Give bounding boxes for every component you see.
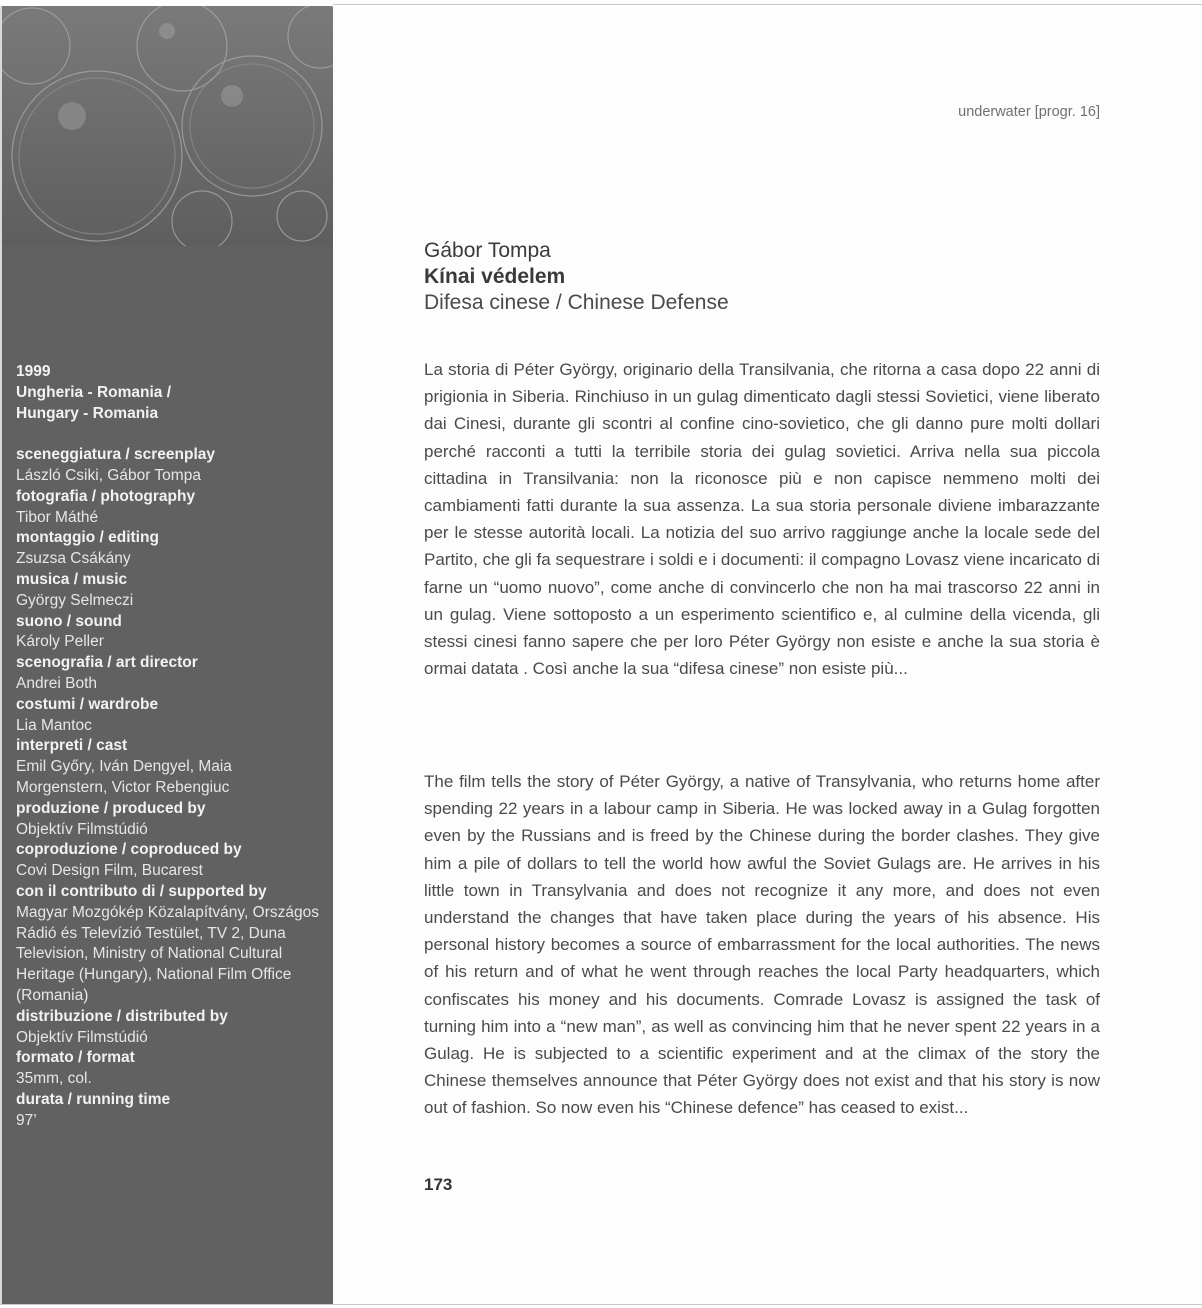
credit-value: Andrei Both (16, 674, 97, 692)
credit-label: coproduzione / coproduced by (16, 841, 242, 859)
credits-sidebar (0, 6, 333, 1304)
bottom-rule (0, 1304, 1202, 1305)
credit-value: Lia Mantoc (16, 716, 92, 734)
credit-label: scenografia / art director (16, 654, 198, 672)
credit-year: 1999 (16, 363, 51, 380)
credit-label: costumi / wardrobe (16, 695, 159, 713)
credit-label: durata / running time (16, 1090, 171, 1108)
translated-title: Difesa cinese / Chinese Defense (424, 291, 729, 314)
top-rule (333, 4, 1202, 5)
bubble-texture-image (2, 6, 333, 246)
credit-value: László Csiki, Gábor Tompa (16, 466, 201, 484)
credit-label: montaggio / editing (16, 529, 159, 547)
credits-list (16, 362, 326, 1131)
director-name: Gábor Tompa (424, 239, 551, 262)
credit-value: Covi Design Film, Bucarest (16, 862, 203, 880)
film-title-block (424, 238, 729, 316)
credit-value: Objektív Filmstúdió (16, 1028, 148, 1046)
page-number: 173 (424, 1175, 453, 1194)
credit-value: Objektív Filmstúdió (16, 820, 148, 838)
credit-value: Emil Győry, Iván Dengyel, Maia Morgenstern, Victor Rebengiuc (16, 758, 232, 796)
credit-country-it: Ungheria - Romania / (16, 383, 172, 401)
credit-value: Károly Peller (16, 633, 104, 651)
section-header: underwater [progr. 16] (958, 104, 1100, 120)
credit-value: György Selmeczi (16, 591, 134, 609)
credit-value: 35mm, col. (16, 1070, 92, 1088)
original-title: Kínai védelem (424, 265, 566, 288)
synopsis-english: The film tells the story of Péter György, a native of Transylvania, who returns home after spending 22 years in a labour camp in Siberia. He was locked away in a Gulag forgotten even by the Russians and is freed by the Chinese during the border clashes. They give him a pile of dollars to tell the world how awful the Soviet Gulags are. He arrives in his little town in Transylvania and does not recognize it any more, and does not even understand the changes that have taken place during the years of his absence. His personal history becomes a source of embarrassment for the local authorities. The news of his return and of what he went through reaches the local Party headquarters, which confiscates his money and his documents. Comrade Lovasz is assigned the task of turning him into a “new man”, as well as convincing him that he never spent 22 years in a Gulag. He is subjected to a scientific experiment and at the climax of the story the Chinese themselves announce that Péter György does not exist and that his story is now out of fashion. So now even his “Chinese defence” has ceased to exist... (424, 772, 1100, 1118)
credit-label: interpreti / cast (16, 737, 128, 755)
credit-label: musica / music (16, 570, 128, 588)
credit-country-en: Hungary - Romania (16, 404, 159, 422)
credit-label: produzione / produced by (16, 799, 206, 817)
synopsis-italian: La storia di Péter György, originario della Transilvania, che ritorna a casa dopo 22 anni di prigionia in Siberia. Rinchiuso in un gulag dimenticato dagli stessi Sovietici, viene liberato dai Cinesi, durante gli scontri al confine cino-sovietico, che gli danno pure molti dollari perché racconti a tutti la terribile storia dei gulag sovietici. Arriva nella sua piccola cittadina in Transilvania: non la riconosce più e non capisce nemmeno molti dei cambiamenti fatti durante la sua assenza. La sua storia personale diviene imbarazzante per le stesse autorità locali. La notizia del suo arrivo raggiunge anche la locale sede del Partito, che gli fa sequestrare i soldi e i documenti: il compagno Lovasz viene incaricato di farne un “uomo nuovo”, come anche di convincerlo che non ha mai trascorso 22 anni in un gulag. Viene sottoposto a un esperimento scientifico e, al culmine della vicenda, gli stessi cinesi fanno sapere che per loro Péter György non esiste e anche la sua storia è ormai datata . Così anche la sua “difesa cinese” non esiste più... (424, 360, 1100, 679)
credit-value: Zsuzsa Csákány (16, 550, 131, 568)
credit-value: Magyar Mozgókép Közalapítvány, Országos Rádió és Televízió Testület, TV 2, Duna Television, Ministry of National Cultural Heritage (Hungary), National Film Office (Romania) (16, 903, 319, 1004)
credit-label: formato / format (16, 1049, 135, 1067)
credit-label: sceneggiatura / screenplay (16, 446, 216, 464)
credit-label: con il contributo di / supported by (16, 882, 267, 900)
credits-spacer (16, 424, 326, 445)
credit-value: 97’ (16, 1111, 37, 1129)
credit-value: Tibor Máthé (16, 508, 99, 526)
credit-label: fotografia / photography (16, 487, 196, 505)
credit-label: suono / sound (16, 612, 122, 630)
credit-label: distribuzione / distributed by (16, 1007, 228, 1025)
